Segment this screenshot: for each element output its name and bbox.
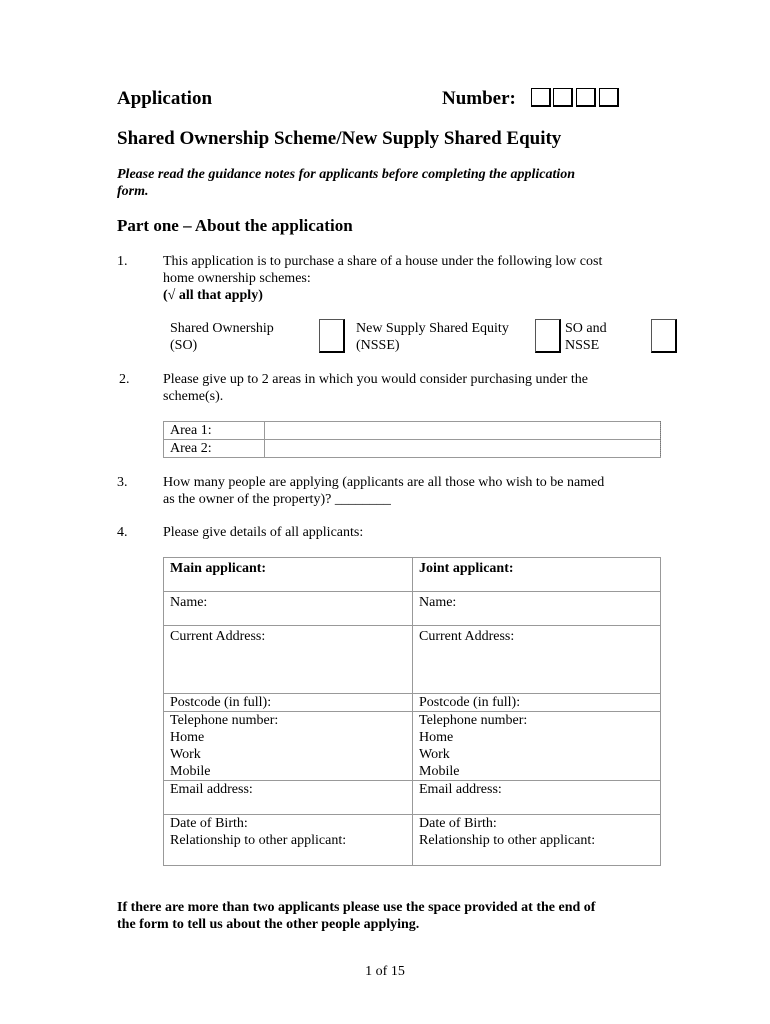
main-postcode-label: Postcode (in full): [170, 695, 272, 710]
page-number: 1 of 15 [365, 964, 405, 979]
main-email-field[interactable] [164, 781, 413, 815]
guidance-line-1: Please read the guidance notes for applicants before completing the application [117, 167, 576, 182]
main-address-field[interactable] [164, 626, 413, 694]
q3-line-1: How many people are applying (applicants are all those who wish to be named [163, 475, 605, 490]
area-2-label: Area 2: [164, 440, 265, 458]
main-applicant-header: Main applicant: [164, 558, 413, 592]
joint-postcode-label: Postcode (in full): [419, 695, 521, 710]
main-home-label: Home [170, 730, 205, 745]
option-nsse-line-2: (NSSE) [356, 338, 400, 353]
main-address-label: Current Address: [170, 629, 266, 644]
q1-line-2: home ownership schemes: [163, 271, 311, 286]
main-telephone-label: Telephone number: [170, 713, 279, 728]
option-so-and-nsse-line-2: NSSE [565, 338, 600, 353]
main-postcode-field[interactable] [164, 694, 413, 712]
joint-applicant-header: Joint applicant: [413, 558, 661, 592]
area-1-field[interactable] [265, 422, 661, 440]
footer-note-line-2: the form to tell us about the other people applying. [117, 917, 420, 932]
q2-line-2: scheme(s). [163, 389, 224, 404]
joint-name-label: Name: [419, 595, 457, 610]
part-one-heading: Part one – About the application [117, 216, 353, 235]
main-name-field[interactable] [164, 592, 413, 626]
guidance-line-2: form. [117, 184, 149, 199]
number-box-1[interactable] [531, 88, 551, 107]
option-so-line-2: (SO) [170, 338, 198, 353]
q3-number: 3. [117, 475, 128, 490]
joint-address-label: Current Address: [419, 629, 515, 644]
number-box-2[interactable] [553, 88, 573, 107]
joint-home-label: Home [419, 730, 454, 745]
option-so-line-1: Shared Ownership [170, 321, 274, 336]
footer-note-line-1: If there are more than two applicants please use the space provided at the end of [117, 900, 596, 915]
joint-postcode-field[interactable] [413, 694, 661, 712]
main-dob-label: Date of Birth: [170, 816, 248, 831]
joint-address-field[interactable] [413, 626, 661, 694]
q4-line-1: Please give details of all applicants: [163, 525, 364, 540]
joint-work-label: Work [419, 747, 450, 762]
main-relationship-label: Relationship to other applicant: [170, 833, 347, 848]
number-box-4[interactable] [599, 88, 619, 107]
q1-line-1: This application is to purchase a share of a house under the following low cost [163, 254, 603, 269]
application-label: Application [117, 88, 213, 109]
areas-table [163, 421, 661, 458]
joint-mobile-label: Mobile [419, 764, 460, 779]
checkbox-so[interactable] [319, 319, 345, 353]
joint-telephone-field[interactable] [413, 712, 661, 781]
checkbox-so-and-nsse[interactable] [651, 319, 677, 353]
number-box-3[interactable] [576, 88, 596, 107]
number-label: Number: [442, 88, 516, 109]
main-telephone-field[interactable] [164, 712, 413, 781]
main-name-label: Name: [170, 595, 208, 610]
joint-telephone-label: Telephone number: [419, 713, 528, 728]
scheme-title: Shared Ownership Scheme/New Supply Shared Equity [117, 128, 562, 149]
joint-email-label: Email address: [419, 782, 502, 797]
joint-dob-relationship-field[interactable] [413, 815, 661, 866]
q3-line-2[interactable]: as the owner of the property)? ________ [163, 492, 391, 507]
joint-email-field[interactable] [413, 781, 661, 815]
option-so-and-nsse-line-1: SO and [565, 321, 607, 336]
q1-line-3: (√ all that apply) [163, 288, 263, 303]
option-nsse-line-1: New Supply Shared Equity [356, 321, 509, 336]
joint-relationship-label: Relationship to other applicant: [419, 833, 596, 848]
q2-line-1: Please give up to 2 areas in which you would consider purchasing under the [163, 372, 588, 387]
joint-dob-label: Date of Birth: [419, 816, 497, 831]
main-dob-relationship-field[interactable] [164, 815, 413, 866]
main-work-label: Work [170, 747, 201, 762]
area-2-field[interactable] [265, 440, 661, 458]
checkbox-nsse[interactable] [535, 319, 561, 353]
area-1-label: Area 1: [164, 422, 265, 440]
joint-name-field[interactable] [413, 592, 661, 626]
main-email-label: Email address: [170, 782, 253, 797]
areas-table-edge [660, 421, 661, 456]
applicants-table [163, 557, 661, 866]
q2-number: 2. [119, 372, 130, 387]
q4-number: 4. [117, 525, 128, 540]
q1-number: 1. [117, 254, 128, 269]
main-mobile-label: Mobile [170, 764, 211, 779]
